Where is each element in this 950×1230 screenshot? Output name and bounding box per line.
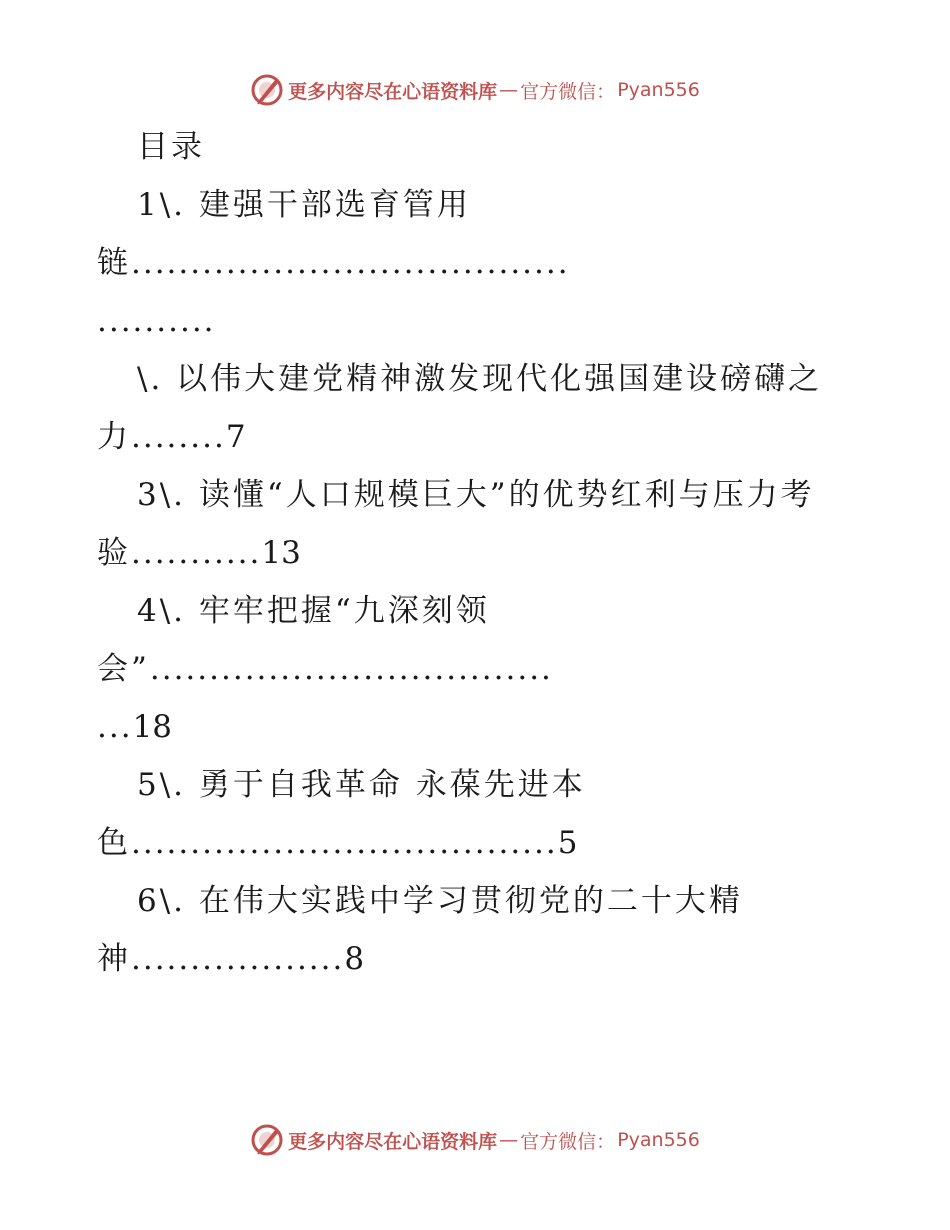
toc-entry-1-leader — [97, 234, 857, 292]
quill-seal-icon — [250, 73, 284, 107]
toc-entry-4-dots-cont: ... — [97, 709, 133, 745]
toc-entry-3-lead: 验 — [97, 535, 131, 571]
toc-entry-2-leader — [97, 408, 857, 466]
quill-seal-icon — [250, 1123, 284, 1157]
toc-entry-5-page: 5 — [557, 825, 578, 861]
watermark-separator: — — [499, 79, 519, 101]
toc-entry-4-page: 18 — [132, 709, 173, 745]
watermark-text: 更多内容尽在心语资料库 — [288, 1130, 498, 1153]
toc-entry-5-label[interactable]: 5\. 勇于自我革命 永葆先进本 — [137, 767, 586, 803]
watermark-wechat-id: Pyan556 — [617, 1129, 700, 1151]
table-of-contents — [97, 118, 857, 988]
watermark-wechat-id: Pyan556 — [617, 79, 700, 101]
footer-watermark — [0, 1120, 950, 1160]
toc-entry-1-dots-cont: .......... — [97, 303, 216, 339]
toc-entry-3-page: 13 — [261, 535, 301, 571]
toc-entry-3-dots: ........... — [131, 535, 262, 571]
watermark-separator: — — [499, 1129, 519, 1151]
watermark-wechat-label: 官方微信： — [520, 1130, 616, 1153]
toc-entry-2-page: 7 — [225, 419, 246, 455]
toc-entry-4-leader — [97, 640, 857, 698]
header-watermark — [0, 70, 950, 110]
toc-entry-4-leader-cont — [97, 698, 857, 756]
toc-entry-5-leader — [97, 814, 857, 872]
toc-entry-3-label[interactable]: 3\. 读懂“人口规模巨大”的优势红利与压力考 — [137, 477, 815, 513]
toc-entry-4-dots: .................................. — [149, 651, 553, 687]
toc-entry-1-lead: 链 — [97, 245, 131, 281]
toc-entry-6-leader — [97, 930, 857, 988]
toc-entry-2-lead: 力 — [97, 419, 131, 455]
toc-entry-5-lead: 色 — [97, 825, 131, 861]
toc-entry-6-label[interactable]: 6\. 在伟大实践中学习贯彻党的二十大精 — [137, 883, 743, 919]
toc-entry-6-dots: .................. — [131, 941, 345, 977]
toc-entry-4-label[interactable]: 4\. 牢牢把握“九深刻领 — [137, 593, 490, 629]
toc-entry-1-dots: ..................................... — [131, 245, 570, 281]
toc-entry-6-page: 8 — [344, 941, 365, 977]
watermark-wechat-label: 官方微信： — [520, 80, 616, 103]
watermark-text: 更多内容尽在心语资料库 — [288, 80, 498, 103]
toc-entry-2-dots: ........ — [131, 419, 226, 455]
toc-entry-5-dots: .................................... — [131, 825, 558, 861]
toc-entry-6-lead: 神 — [97, 941, 131, 977]
toc-title: 目录 — [137, 129, 205, 165]
toc-entry-1-leader-cont — [97, 292, 857, 350]
toc-entry-4-lead: 会” — [97, 651, 150, 687]
toc-entry-2-label[interactable]: \. 以伟大建党精神激发现代化强国建设磅礴之 — [137, 361, 823, 397]
toc-entry-1-label[interactable]: 1\. 建强干部选育管用 — [137, 187, 471, 223]
toc-entry-3-leader — [97, 524, 857, 582]
